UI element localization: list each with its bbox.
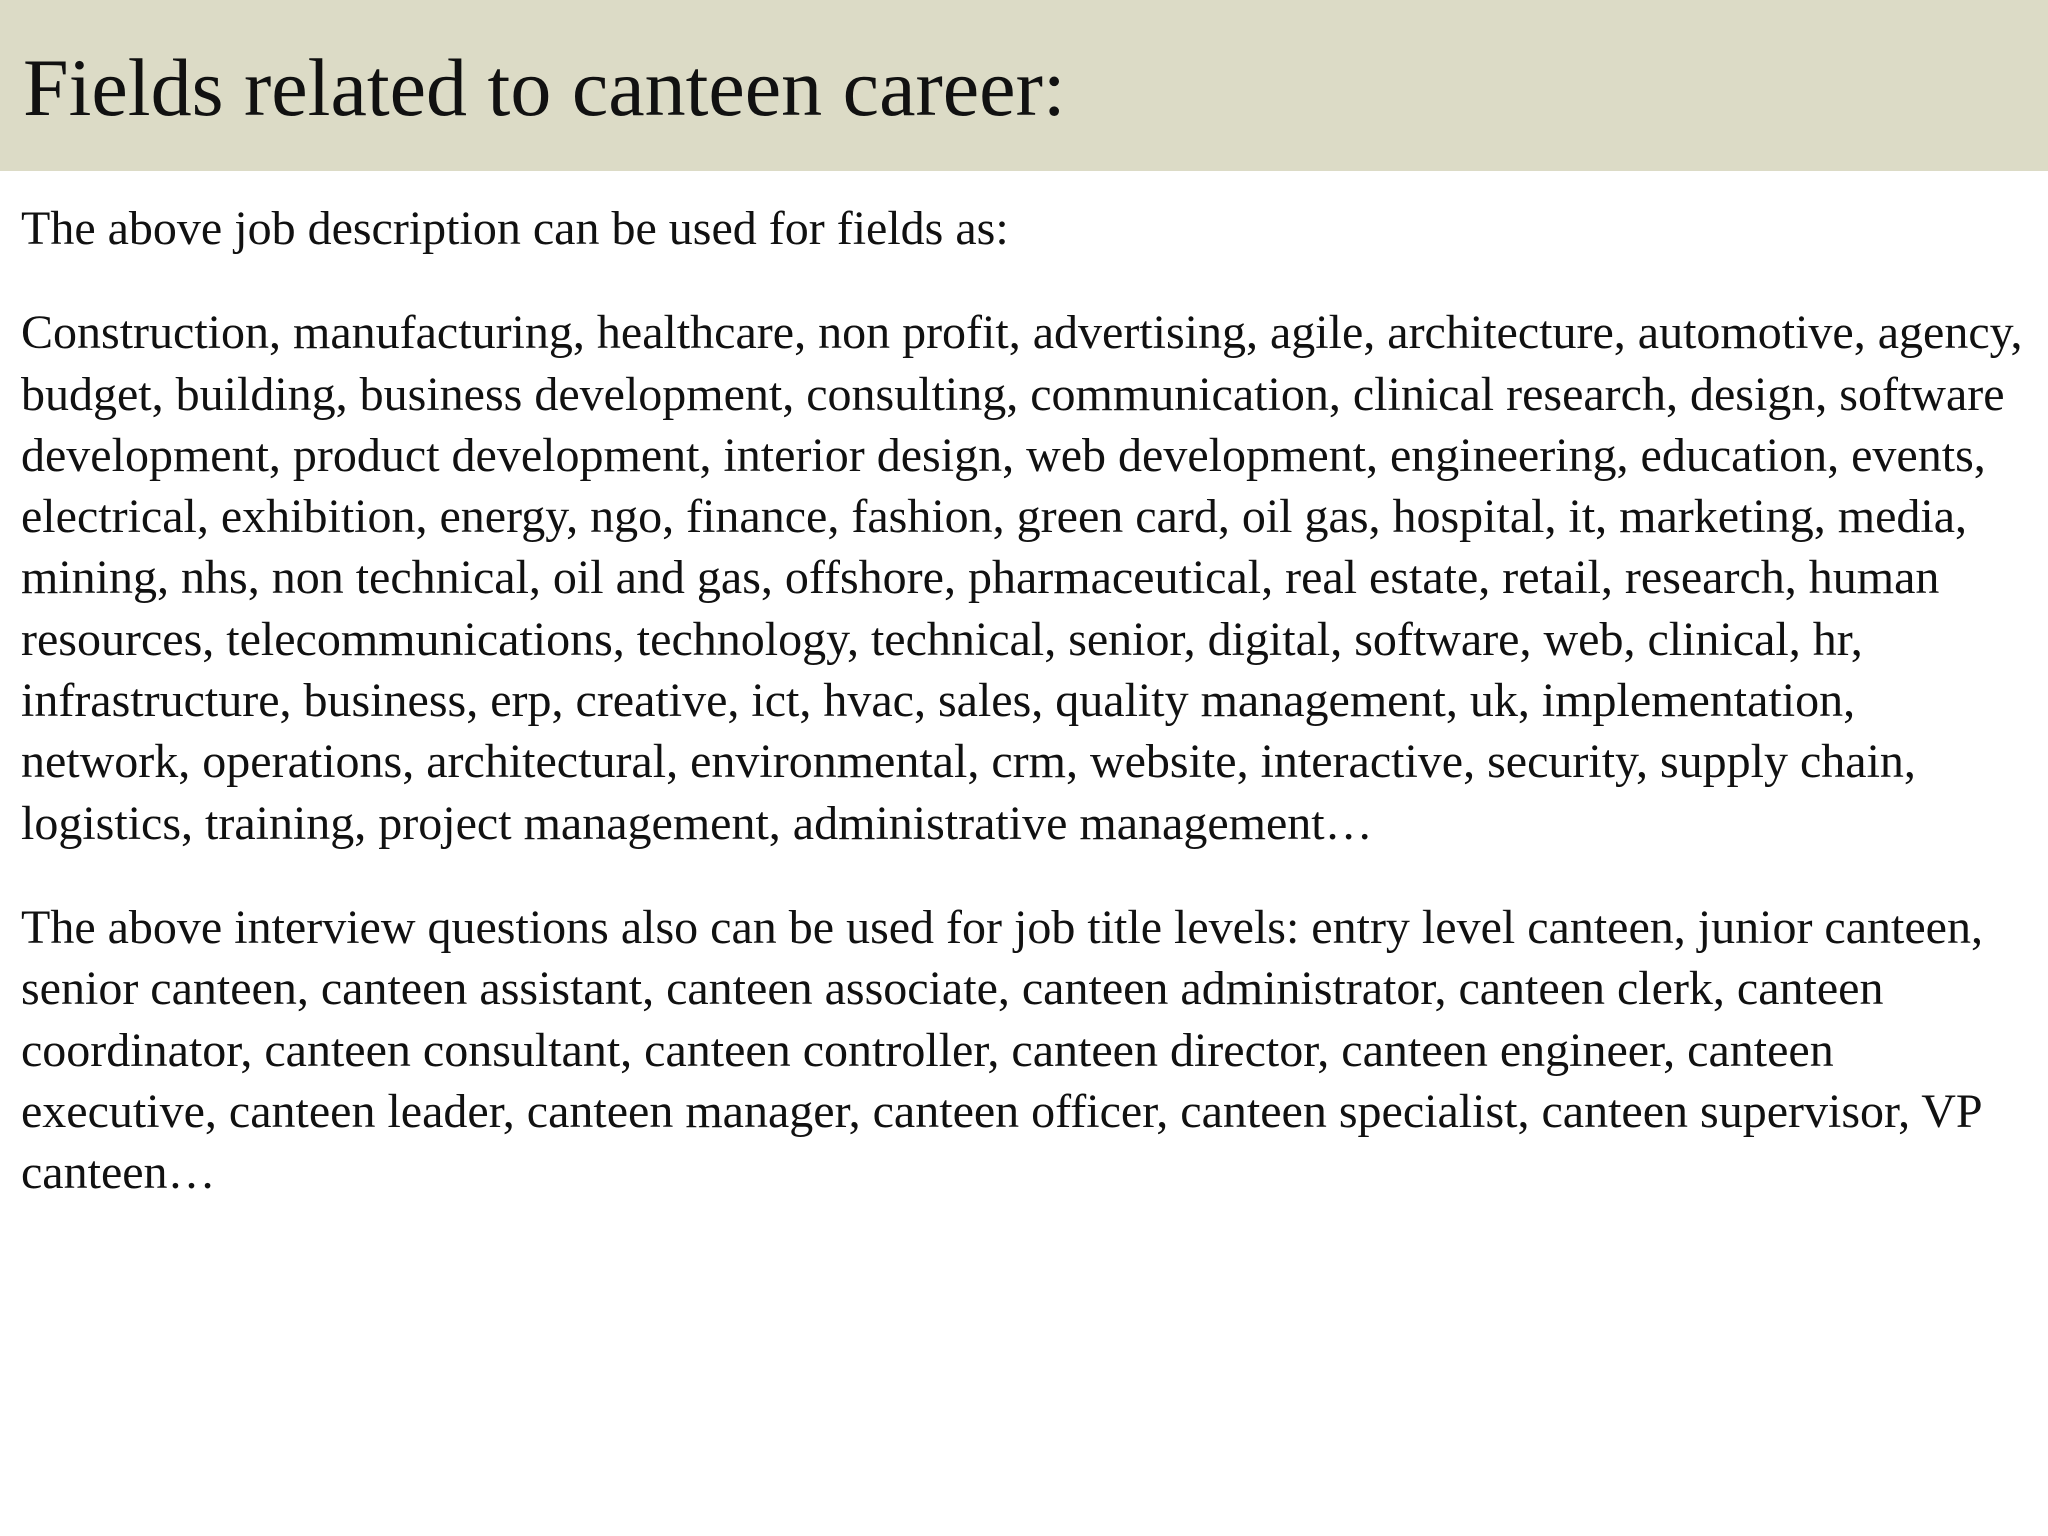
title-bar [0,0,2048,171]
intro-paragraph: The above job description can be used for fields as: [21,202,1009,255]
fields-list-paragraph: Construction, manufacturing, healthcare, non profit, advertising, agile, architecture, automotive, agency, budget, building, business development, consulting, communication, clinical research, design, software development, product development, interior design, web development, engineering, education, events, electrical, exhibition, energy, ngo, finance, fashion, green card, oil gas, hospital, it, marketing, media, mining, nhs, non technical, oil and gas, offshore, pharmaceutical, real estate, retail, research, human resources, telecommunications, technology, technical, senior, digital, software, web, clinical, hr, infrastructure, business, erp, creative, ict, hvac, sales, quality management, uk, implementation, network, operations, architectural, environmental, crm, website, interactive, security, supply chain, logistics, training, project management, administrative management… [21,306,2023,850]
job-titles-paragraph: The above interview questions also can be used for job title levels: entry level canteen, junior canteen, senior canteen, canteen assistant, canteen associate, canteen administrator, canteen clerk, canteen coordinator, canteen consultant, canteen controller, canteen director, canteen engineer, canteen executive, canteen leader, canteen manager, canteen officer, canteen specialist, canteen supervisor, VP canteen… [21,900,1983,1200]
slide-body [21,198,2031,1203]
slide-title: Fields related to canteen career: [23,42,1066,133]
